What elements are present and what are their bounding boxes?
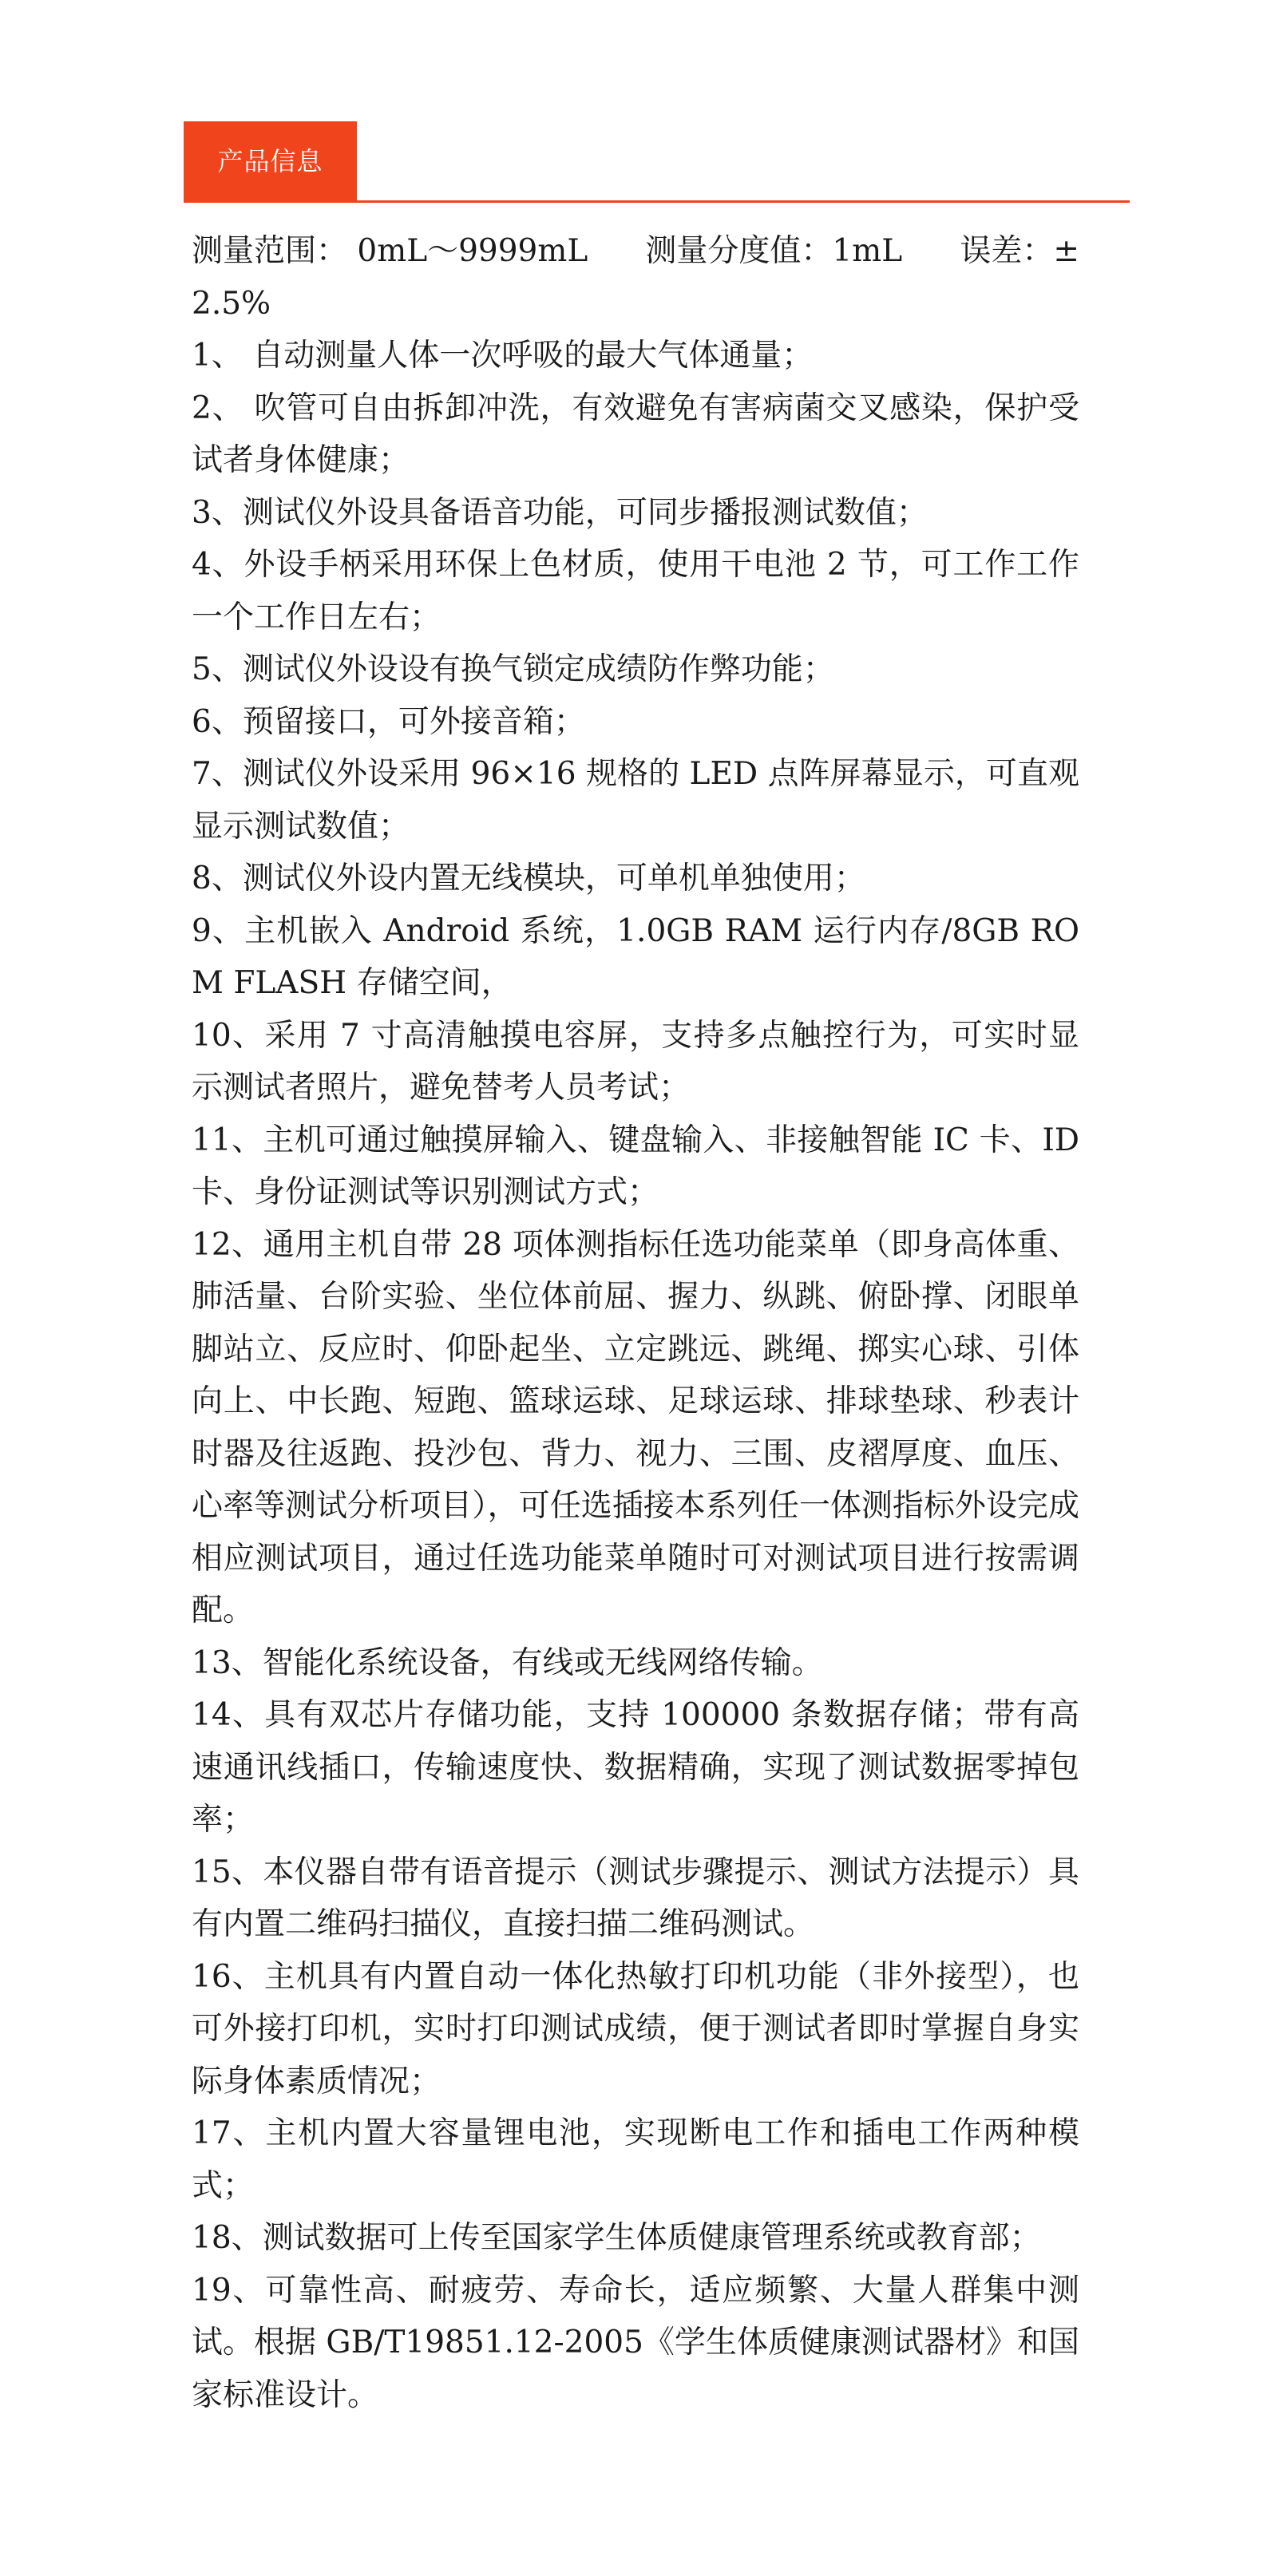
- measure-error-value: 2.5%: [192, 285, 271, 322]
- feature-item-9: 9、主机嵌入 Android 系统，1.0GB RAM 运行内存/8GB ROM FLASH 存储空间，: [192, 912, 1079, 1001]
- section-header: [184, 121, 1130, 203]
- measure-range: 测量范围： 0mL～9999mL: [192, 233, 588, 269]
- feature-item-12: 12、通用主机自带 28 项体测指标任选功能菜单（即身高体重、肺活量、台阶实验、坐位体前屈、握力、纵跳、俯卧撑、闭眼单脚站立、反应时、仰卧起坐、立定跳远、跳绳、掷实心球、引体向上、中长跑、短跑、篮球运球、足球运球、排球垫球、秒表计时器及往返跑、投沙包、背力、视力、三围、皮褶厚度、血压、心率等测试分析项目），可任选插接本系列任一体测指标外设完成相应测试项目，通过任选功能菜单随时可对测试项目进行按需调配。: [192, 1226, 1079, 1628]
- feature-item-4: 4、外设手柄采用环保上色材质，使用干电池 2 节，可工作工作一个工作日左右；: [192, 547, 1079, 635]
- feature-item-15: 15、本仪器自带有语音提示（测试步骤提示、测试方法提示）具有内置二维码扫描仪，直接扫描二维码测试。: [192, 1854, 1079, 1942]
- feature-item-7: 7、测试仪外设采用 96×16 规格的 LED 点阵屏幕显示，可直观显示测试数值；: [192, 756, 1079, 845]
- feature-item-8: 8、测试仪外设内置无线模块，可单机单独使用；: [192, 861, 865, 896]
- feature-item-11: 11、主机可通过触摸屏输入、键盘输入、非接触智能 IC 卡、ID 卡、身份证测试等识别测试方式；: [192, 1122, 1079, 1210]
- section-divider: [184, 200, 1130, 203]
- feature-item-6: 6、预留接口，可外接音箱；: [192, 703, 585, 740]
- measure-resolution: 测量分度值：1mL: [645, 233, 903, 269]
- feature-item-5: 5、测试仪外设设有换气锁定成绩防作弊功能；: [192, 651, 834, 687]
- section-title: 产品信息: [184, 121, 357, 201]
- feature-item-2: 2、 吹管可自由拆卸冲洗，有效避免有害病菌交叉感染，保护受试者身体健康；: [192, 390, 1079, 478]
- feature-item-14: 14、具有双芯片存储功能，支持 100000 条数据存储；带有高速通讯线插口，传输速度快、数据精确，实现了测试数据零掉包率；: [192, 1697, 1079, 1838]
- product-info-body: [192, 225, 1079, 2421]
- measure-error-label: 误差：±: [960, 233, 1079, 269]
- feature-item-3: 3、测试仪外设具备语音功能，可同步播报测试数值；: [192, 494, 928, 531]
- spec-summary: [192, 225, 1079, 330]
- feature-item-17: 17、主机内置大容量锂电池，实现断电工作和插电工作两种模式；: [192, 2115, 1079, 2204]
- feature-item-10: 10、采用 7 寸高清触摸电容屏，支持多点触控行为，可实时显示测试者照片，避免替考人员考试；: [192, 1017, 1079, 1106]
- spec-line: [192, 225, 1079, 278]
- feature-item-19: 19、可靠性高、耐疲劳、寿命长，适应频繁、大量人群集中测试。根据 GB/T19851.12-2005《学生体质健康测试器材》和国家标准设计。: [192, 2272, 1079, 2413]
- feature-item-1: 1、 自动测量人体一次呼吸的最大气体通量；: [192, 338, 814, 374]
- feature-item-18: 18、测试数据可上传至国家学生体质健康管理系统或教育部；: [192, 2220, 1041, 2256]
- feature-item-16: 16、主机具有内置自动一体化热敏打印机功能（非外接型），也可外接打印机，实时打印测试成绩，便于测试者即时掌握自身实际身体素质情况；: [192, 1958, 1079, 2099]
- feature-item-13: 13、智能化系统设备，有线或无线网络传输。: [192, 1644, 823, 1681]
